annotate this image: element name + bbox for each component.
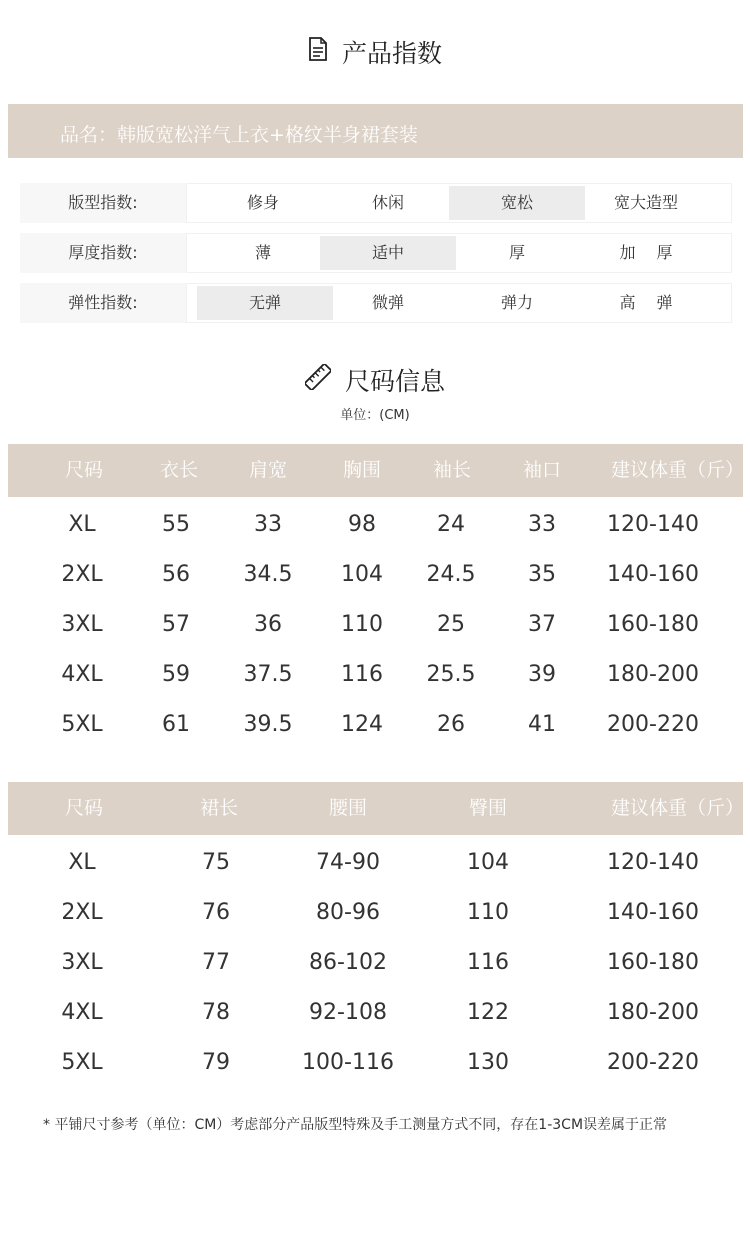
- fit-index-label: 版型指数:: [20, 183, 186, 223]
- top-table-cell: 140-160: [607, 562, 699, 587]
- top-table-cell: 98: [348, 512, 376, 537]
- top-table-cell: 120-140: [607, 512, 699, 537]
- header-size: 尺码: [64, 459, 103, 481]
- top-table-cell: 26: [437, 712, 465, 737]
- skirt-table-cell: 100-116: [302, 1050, 394, 1075]
- header-hip: 臀围: [468, 797, 507, 819]
- unit-label: 单位：(CM): [340, 408, 410, 423]
- skirt-table-cell: 74-90: [316, 850, 380, 875]
- top-table-cell: 37: [528, 612, 556, 637]
- thickness-option: 厚: [508, 243, 525, 262]
- header-weight: 建议体重（斤）: [611, 459, 745, 481]
- elasticity-option-selected: 无弹: [197, 286, 333, 320]
- fit-option: 修身: [246, 193, 279, 212]
- top-table-cell: 104: [341, 562, 383, 587]
- thickness-option-selected: 适中: [320, 236, 456, 270]
- header-waist: 腰围: [328, 797, 367, 819]
- skirt-table-cell: 140-160: [607, 900, 699, 925]
- top-table-cell: 37.5: [243, 662, 293, 687]
- top-table-cell: 110: [341, 612, 383, 637]
- skirt-table-cell: 116: [467, 950, 509, 975]
- top-table-cell: 59: [162, 662, 190, 687]
- skirt-table-cell: 130: [467, 1050, 509, 1075]
- top-table-cell: 24: [437, 512, 465, 537]
- skirt-table-cell: 104: [467, 850, 509, 875]
- skirt-table-cell: 78: [202, 1000, 230, 1025]
- top-table-cell: 61: [162, 712, 190, 737]
- top-table-cell: 200-220: [607, 712, 699, 737]
- top-table-cell: 39: [528, 662, 556, 687]
- ruler-icon: [305, 364, 331, 396]
- fit-index-options: [186, 183, 732, 223]
- top-table-cell: 57: [162, 612, 190, 637]
- measurement-note: * 平铺尺寸参考（单位：CM）考虑部分产品版型特殊及手工测量方式不同，存在1-3CM误差属于正常: [43, 1117, 668, 1133]
- size-info-title: 尺码信息: [0, 362, 750, 398]
- top-table-cell: 2XL: [61, 562, 103, 587]
- fit-option-selected: 宽松: [449, 186, 585, 220]
- elasticity-option: 高 弹: [619, 293, 673, 312]
- skirt-table-cell: 180-200: [607, 1000, 699, 1025]
- product-index-title: 产品指数: [0, 34, 750, 70]
- skirt-table-cell: 5XL: [61, 1050, 103, 1075]
- top-table-cell: XL: [68, 512, 96, 537]
- elasticity-option: 弹力: [500, 293, 533, 312]
- skirt-table-cell: 200-220: [607, 1050, 699, 1075]
- fit-index-row: [20, 183, 732, 223]
- top-table-cell: 25.5: [426, 662, 476, 687]
- top-table-cell: 33: [528, 512, 556, 537]
- elasticity-option: 微弹: [371, 293, 404, 312]
- skirt-table-cell: 80-96: [316, 900, 380, 925]
- top-table-cell: 3XL: [61, 612, 103, 637]
- top-size-table-header: [8, 444, 743, 497]
- skirt-size-table-header: [8, 782, 743, 835]
- header-chest: 胸围: [342, 459, 381, 481]
- skirt-table-cell: 2XL: [61, 900, 103, 925]
- top-table-cell: 41: [528, 712, 556, 737]
- skirt-table-cell: 3XL: [61, 950, 103, 975]
- top-table-cell: 124: [341, 712, 383, 737]
- elasticity-index-row: [20, 283, 732, 323]
- top-table-cell: 36: [254, 612, 282, 637]
- top-table-cell: 39.5: [243, 712, 293, 737]
- thickness-index-row: [20, 233, 732, 273]
- top-table-cell: 5XL: [61, 712, 103, 737]
- fit-option: 宽大造型: [613, 193, 678, 212]
- fit-option: 休闲: [371, 193, 404, 212]
- skirt-table-cell: 110: [467, 900, 509, 925]
- skirt-table-cell: 75: [202, 850, 230, 875]
- thickness-option: 薄: [254, 243, 271, 262]
- skirt-table-cell: 86-102: [309, 950, 387, 975]
- thickness-index-options: [186, 233, 732, 273]
- thickness-option: 加 厚: [619, 243, 673, 262]
- top-table-cell: 116: [341, 662, 383, 687]
- header-skirt-length: 裙长: [199, 797, 238, 819]
- skirt-table-cell: 79: [202, 1050, 230, 1075]
- skirt-table-cell: 76: [202, 900, 230, 925]
- product-name-bar: [8, 104, 743, 158]
- thickness-index-label: 厚度指数:: [20, 233, 186, 273]
- header-sleeve: 袖长: [432, 459, 471, 481]
- top-table-cell: 33: [254, 512, 282, 537]
- elasticity-index-options: [186, 283, 732, 323]
- header-shoulder: 肩宽: [248, 459, 287, 481]
- top-table-cell: 34.5: [243, 562, 293, 587]
- top-table-cell: 55: [162, 512, 190, 537]
- top-table-cell: 25: [437, 612, 465, 637]
- skirt-table-cell: XL: [68, 850, 96, 875]
- top-table-cell: 24.5: [426, 562, 476, 587]
- skirt-table-cell: 77: [202, 950, 230, 975]
- header-cuff: 袖口: [522, 459, 561, 481]
- top-table-cell: 160-180: [607, 612, 699, 637]
- document-icon: [308, 37, 328, 67]
- header-size: 尺码: [64, 797, 103, 819]
- skirt-table-cell: 122: [467, 1000, 509, 1025]
- header-length: 衣长: [159, 459, 198, 481]
- top-table-cell: 180-200: [607, 662, 699, 687]
- product-name: 品名：韩版宽松洋气上衣+格纹半身裙套装: [60, 124, 418, 146]
- skirt-table-cell: 120-140: [607, 850, 699, 875]
- skirt-table-cell: 4XL: [61, 1000, 103, 1025]
- top-table-cell: 56: [162, 562, 190, 587]
- top-table-cell: 35: [528, 562, 556, 587]
- top-table-cell: 4XL: [61, 662, 103, 687]
- elasticity-index-label: 弹性指数:: [20, 283, 186, 323]
- skirt-table-cell: 160-180: [607, 950, 699, 975]
- header-weight: 建议体重（斤）: [611, 797, 745, 819]
- skirt-table-cell: 92-108: [309, 1000, 387, 1025]
